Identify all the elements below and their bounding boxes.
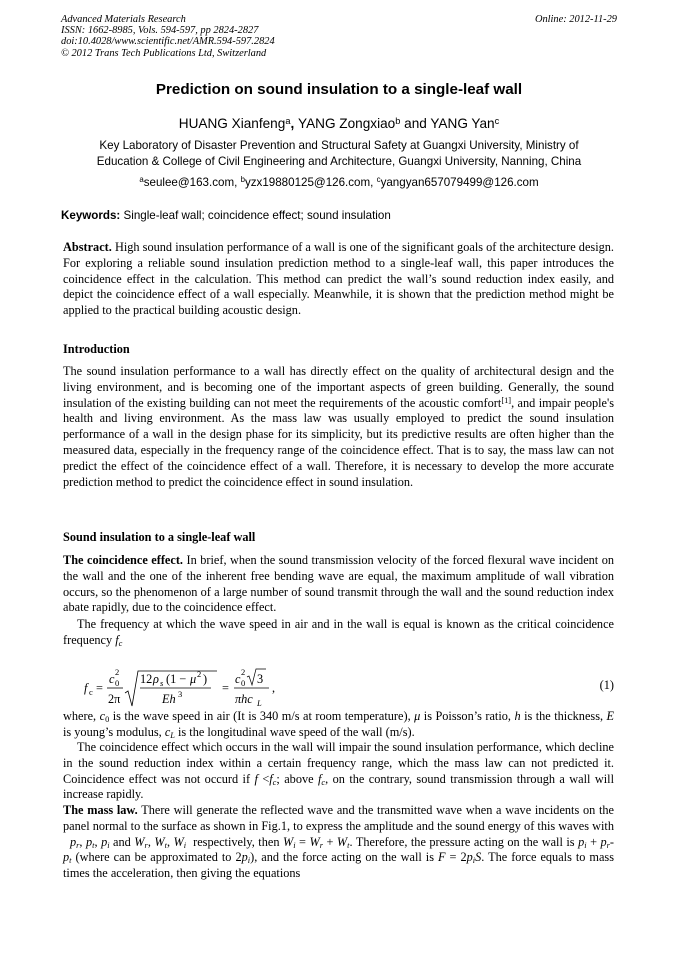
svg-text:2π: 2π — [108, 692, 121, 706]
journal-name: Advanced Materials Research — [61, 14, 186, 25]
where-text: is the wave speed in air (It is 340 m/s at room temperature), — [112, 709, 411, 723]
introduction-paragraph — [63, 364, 614, 490]
author-separator: and — [400, 116, 431, 131]
abstract-label: Abstract. — [63, 240, 112, 254]
svg-text:2: 2 — [241, 667, 246, 677]
where-paragraph — [63, 709, 614, 741]
online-date: Online: 2012-11-29 — [534, 14, 617, 25]
email-sup: a — [139, 175, 144, 185]
cl-symbol: $c_L$ — [164, 724, 175, 740]
doi[interactable]: doi:10.4028/www.scientific.net/AMR.594-597.2824 — [61, 36, 275, 48]
email-list — [61, 176, 617, 189]
frequency-paragraph — [63, 617, 614, 649]
mass-law-paragraph: The mass law. There will generate the reflected wave and the transmitted wave when a wave incidents on the panel normal to the surface as shown in Fig.1, to express the amplitude and the sound energy of this waves with $p_r$, $p_t$, $p_i$ and $W_r$, $W_t$, $W_i$ respectively, then $W_i = W_r + W_t$. Therefore, the pressure acting on the wall is $p_i + p_r-$ $p_t$ (where can be approximated to $2p_i$), and the force acting on the wall is $F = 2p_iS$. The force equals to mass times the acceleration, then giving the equations — [63, 803, 615, 881]
mass-law-text: respectively, then — [193, 834, 280, 849]
svg-text:c: c — [89, 687, 93, 697]
coincidence-text: In brief, when the sound transmission velocity of the forced flexural wave incident on the wall and the one of the inherent free bending wave are equal, the maximum amplitude of wall vibration occurs, so the phenomenon of a large number of sound transmit through the wall and the sound reduction index abate rapidly, due to the coincidence effect. — [63, 553, 615, 615]
coincidence-effect-text: ; above — [276, 771, 314, 786]
frequency-text: The frequency at which the wave speed in air and in the wall is equal is known as the critical coincidence frequency — [63, 617, 614, 647]
mass-law-text: (where can be approximated to — [75, 850, 232, 865]
e-symbol: E — [606, 709, 615, 723]
svg-text:πhc: πhc — [235, 692, 253, 706]
author-sup: c — [494, 115, 500, 126]
affiliation-line: Key Laboratory of Disaster Prevention and Structural Safety at Guangxi University, Ministry of — [99, 139, 579, 152]
mass-law-text: Therefore, the pressure acting on the wall is — [355, 834, 575, 849]
c0-symbol: c — [99, 709, 106, 723]
h-symbol: h — [514, 709, 521, 723]
svg-text:0: 0 — [115, 678, 120, 688]
svg-text:=: = — [222, 681, 229, 695]
coincidence-paragraph — [63, 553, 614, 616]
author-sup: b — [395, 115, 401, 126]
svg-text:L: L — [257, 698, 262, 708]
author-name: YANG Zongxiao — [298, 116, 396, 131]
section-heading: Sound insulation to a single-leaf wall — [63, 530, 256, 544]
intro-text: The sound insulation performance to a wall has directly effect on the quality of architectural design and the living environment, and is becoming one of the important aspects of green building. Generally, the sound insulation of the existing building can not meet the requirements of the acoustic comfort — [63, 364, 614, 410]
equation-formula — [84, 665, 524, 709]
email-sup: c — [376, 175, 381, 185]
mass-law-label: The mass law. — [63, 803, 138, 817]
keywords-label: Keywords: — [61, 209, 121, 222]
svg-text:f: f — [84, 681, 88, 695]
introduction-heading: Introduction — [63, 342, 130, 356]
fc-symbol: $f_c$ — [269, 771, 277, 787]
svg-text:(1 −: (1 − — [166, 672, 187, 686]
email-sup: b — [240, 175, 245, 185]
author-name: HUANG Xianfeng — [178, 116, 286, 131]
svg-text:,: , — [272, 681, 276, 695]
where-text: is Poisson’s ratio, — [423, 709, 511, 723]
abstract — [63, 240, 614, 319]
coincidence-effect-paragraph: The coincidence effect which occurs in the wall will impair the sound insulation performance, which decline in the sound reduction index within a certain frequency range, which the mass law can not predicted it. Coincidence effect was not occurd if $f <f_c$; above $f_c$, on the contrary, sound transmission through a wall will increase rapidly. — [63, 740, 614, 802]
svg-text:2: 2 — [197, 669, 202, 679]
svg-text:ρ: ρ — [153, 672, 159, 686]
where-text: is the thickness, — [524, 709, 604, 723]
coincidence-label: The coincidence effect. — [63, 553, 184, 567]
email-link[interactable]: yangyan657079499@126.com — [380, 176, 539, 189]
email-link[interactable]: yzx19880125@126.com — [244, 176, 371, 189]
where-text: is young’s modulus, — [63, 724, 162, 739]
email-separator: , — [234, 176, 241, 189]
c0-subscript: 0 — [105, 715, 110, 725]
author-name: YANG Yan — [430, 116, 495, 131]
email-separator: , — [370, 176, 377, 189]
abstract-text: High sound insulation performance of a wall is one of the significant goals of the architecture design. For exploring a reliable sound insulation prediction method to a single-leaf wall, this paper introduces the coincidence effect in the calculation. This method can predict the wall’s sound reduction index easily, and depict the coincidence effect of a wall especially. Meanwhile, it is shown that the prediction method might be applied to the practical building acoustic design. — [63, 240, 614, 318]
f-lt-fc-symbol: f — [254, 771, 258, 786]
paper-title: Prediction on sound insulation to a single-leaf wall — [155, 81, 523, 98]
email-link[interactable]: seulee@163.com — [143, 176, 235, 189]
svg-text:): ) — [203, 672, 208, 686]
svg-text:12: 12 — [140, 672, 153, 686]
issn: ISSN: 1662-8985, Vols. 594-597, pp 2824-2827 — [61, 25, 259, 37]
mass-law-text: There will generate the reflected wave and the transmitted wave when a wave incidents on the panel normal to the surface as shown in Fig.1, to express the amplitude and the sound energy of this waves with — [63, 803, 614, 833]
author-sup: a — [285, 115, 291, 126]
intro-text: , and impair people's health and living environment. As the mass law was usually employed to predict the sound insulation performance of a wall in the design phase for its simplicity, but its predictive results are often higher than the measured data, especially in the frequency range of the coincidence effect. That is to say, the mass law can not predict the effect of the coincidence effect of a wall. Therefore, it is necessary to develop the more accurate prediction method to predict the coincidence effect in sound insulation. — [63, 395, 614, 489]
fc-symbol: $f_c$ — [318, 771, 326, 787]
author-list — [61, 116, 617, 131]
svg-text:=: = — [96, 681, 103, 695]
svg-text:0: 0 — [241, 678, 246, 688]
equation-1 — [84, 665, 614, 709]
where-text: is the longitudinal wave speed of the wall (m/s). — [178, 724, 415, 739]
mass-law-text: ), and the force acting on the wall is — [250, 850, 434, 865]
mass-law-text: . The force equals to mass times the acceleration, then giving the equations — [63, 850, 615, 881]
fc-symbol: $f_c$ — [115, 632, 123, 648]
equation-number: (1) — [599, 678, 614, 692]
coincidence-effect-text: The coincidence effect which occurs in the wall will impair the sound insulation performance, which decline in the sound reduction index within a certain frequency range, which the mass law can not predicted it. Coincidence effect was not occurd if — [63, 740, 614, 786]
citation-ref[interactable]: [1] — [501, 395, 512, 405]
affiliation — [61, 138, 617, 170]
journal-header — [61, 14, 617, 59]
svg-text:3: 3 — [178, 689, 183, 699]
svg-text:μ: μ — [190, 672, 197, 686]
svg-text:Eh: Eh — [162, 692, 176, 706]
copyright: © 2012 Trans Tech Publications Ltd, Switzerland — [61, 47, 267, 59]
svg-text:3: 3 — [257, 672, 264, 686]
affiliation-line: Education & College of Civil Engineering and Architecture, Guangxi University, Nanning, China — [96, 155, 582, 168]
svg-text:c: c — [109, 672, 115, 686]
author-separator: , — [290, 116, 299, 131]
svg-text:2: 2 — [115, 667, 120, 677]
where-text: where, — [63, 709, 97, 723]
svg-text:c: c — [235, 672, 241, 686]
coincidence-effect-text: , on the contrary, sound transmission through a wall will increase rapidly. — [63, 771, 614, 802]
keywords-text: Single-leaf wall; coincidence effect; sound insulation — [123, 209, 391, 222]
mu-symbol: μ — [414, 709, 421, 723]
keywords — [61, 209, 617, 222]
svg-text:s: s — [160, 678, 164, 688]
